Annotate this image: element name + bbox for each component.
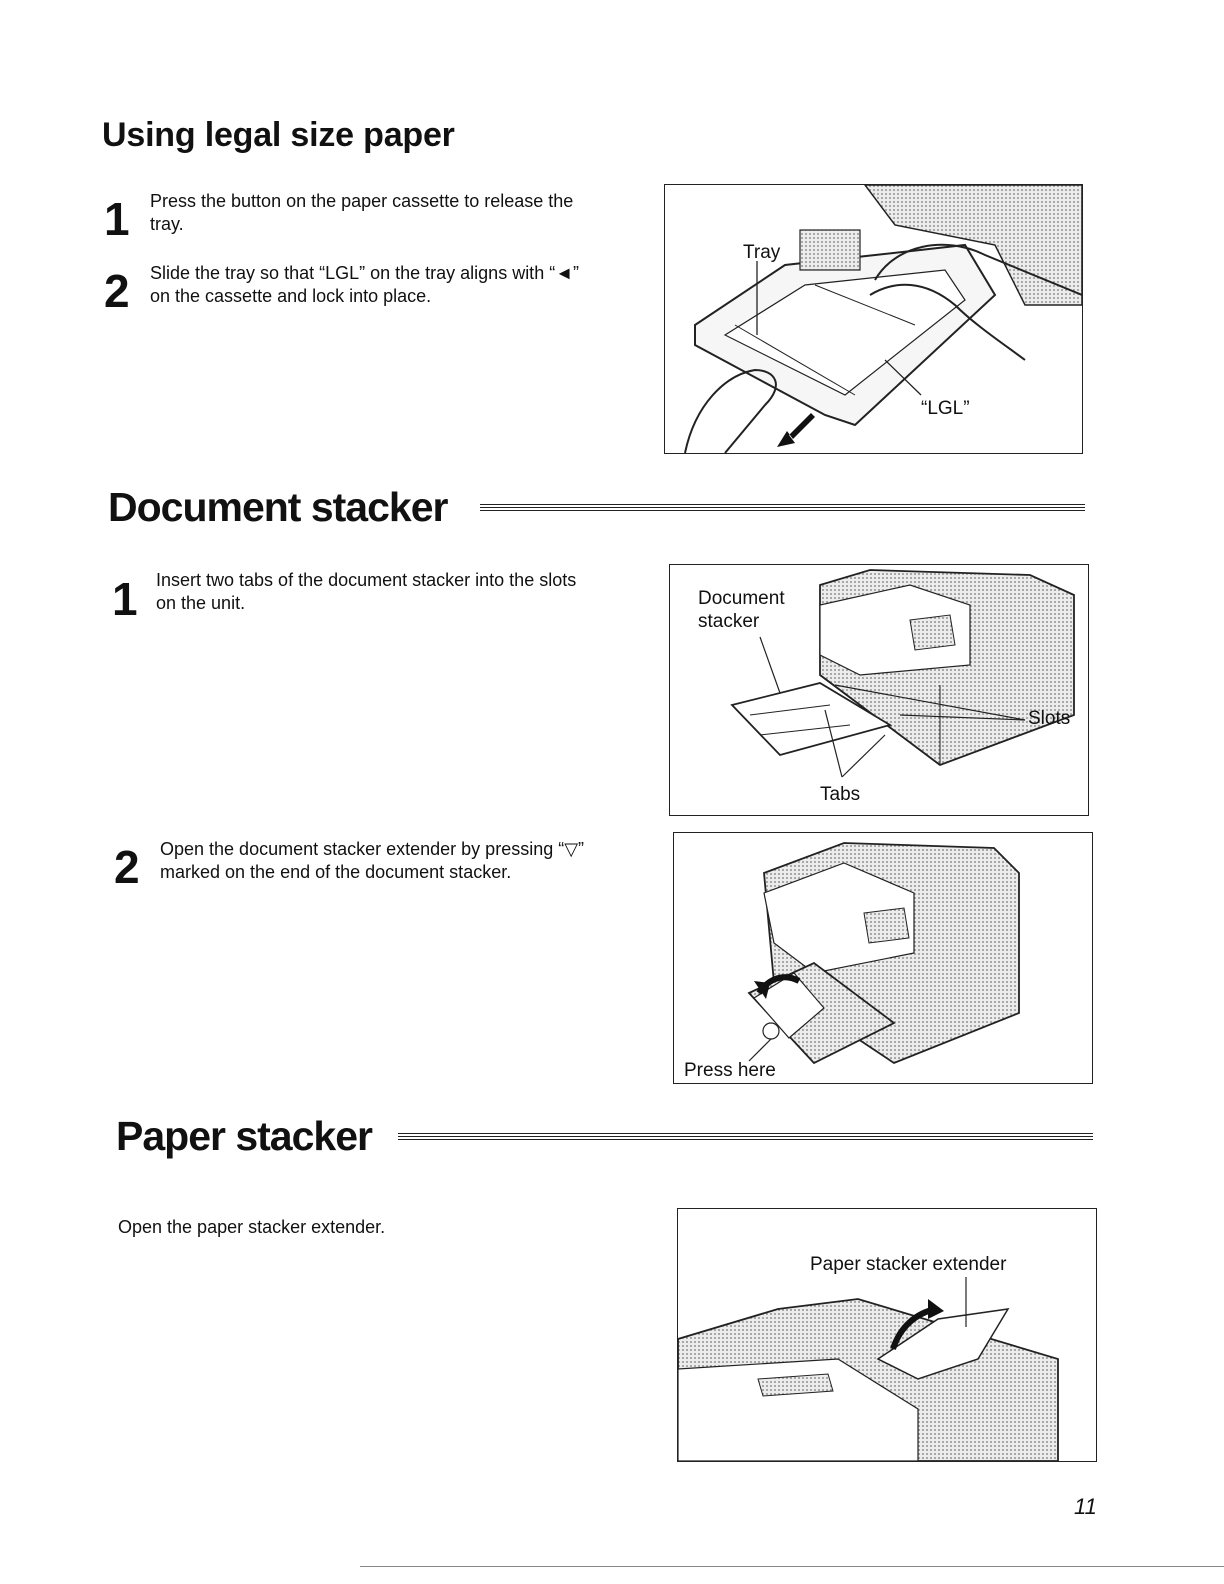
step-number: 1 [112,573,138,625]
footer-rule [360,1566,1224,1567]
paper-stacker-text: Open the paper stacker extender. [118,1217,386,1237]
lgl-label: “LGL” [921,398,970,419]
figure-tray-illustration [664,184,1083,454]
section-title-document-stacker: Document stacker [108,484,448,530]
figure-document-stacker-extender [673,832,1093,1084]
step-number: 2 [104,265,130,317]
section-rule [480,504,1085,513]
document-stacker-label: Document stacker [698,588,785,632]
page-number: 11 [1074,1494,1097,1519]
press-here-label: Press here [684,1060,776,1081]
section-title-paper-stacker: Paper stacker [116,1113,372,1159]
figure-document-stacker-insert [669,564,1089,816]
paper-stacker-extender-label: Paper stacker extender [810,1254,1007,1275]
step-number: 1 [104,193,130,245]
section-title-legal: Using legal size paper [102,116,455,154]
step-text: Insert two tabs of the document stacker into the slots on the unit. [156,570,577,613]
tabs-label: Tabs [820,784,861,805]
step-text: Press the button on the paper cassette to release the tray. [150,191,574,234]
paper-stacker-drawing [678,1209,1096,1461]
step-text: Open the document stacker extender by pressing “▽” marked on the end of the document stacker. [160,839,585,882]
step-text: Slide the tray so that “LGL” on the tray aligns with “◄” on the cassette and lock into place. [150,263,580,306]
section-rule [398,1133,1093,1142]
step-number: 2 [114,841,140,893]
tray-drawing [665,185,1082,453]
tray-label: Tray [743,242,781,263]
slots-label: Slots [1028,708,1071,729]
stacker-extender-drawing [674,833,1092,1083]
figure-paper-stacker [677,1208,1097,1462]
